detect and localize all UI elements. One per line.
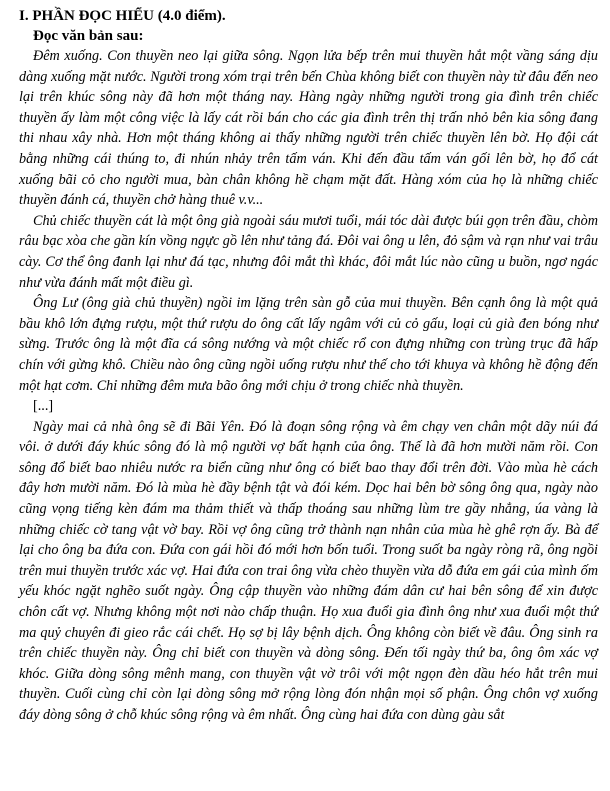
omission-marker: [...] — [33, 398, 54, 415]
section-heading: I. PHẦN ĐỌC HIỂU (4.0 điểm). — [19, 8, 226, 24]
passage-paragraph-4: Ngày mai cả nhà ông sẽ đi Bãi Yên. Đó là đoạn sông rộng và êm chạy ven chân một dãy núi đá vôi. ở dưới đáy khúc sông đó là mộ người vợ bất hạnh của ông. Thế là đã hơn mười năm rồi. Con sông đổ biết bao nhiêu nước ra biển cũng như ông có biết bao thay đổi trên đời. Vào mùa hè cách đây hơn mười năm. Đó là mùa hè đầy bệnh tật và đói kém. Dọc hai bên bờ sông ông qua, ngày nào cũng vọng tiếng kèn đám ma thảm thiết và thấp thoáng sau những lùm tre gầy nhẳng, úa vàng là những chiếc cờ tang vật vờ bay. Rồi vợ ông cũng trở thành nạn nhân của mùa hè ghê rợn ấy. Bà để lại cho ông ba đứa con. Đứa con gái hồi đó mới hơn bốn tuổi. Trong suốt ba ngày ròng rã, ông ngồi trên mui thuyền trước xác vợ. Hai đứa con trai ông vừa chèo thuyền vừa dỗ đứa em gái của mình ốm yếu khóc ngặt nghẽo suốt ngày. Ông cập thuyền vào những đám dân cư hai bên sông để xin được chôn cất vợ. Nhưng không một nơi nào chấp thuận. Họ xua đuổi gia đình ông như xua đuổi một thứ ma quỷ chuyên đi gieo rắc cái chết. Họ sợ bị lây bệnh dịch. Ông không còn biết về đâu. Ông sinh ra trên chiếc thuyền này. Ông chỉ biết con thuyền và dòng sông. Đến tối ngày thứ ba, ông ôm xác vợ khóc. Giữa dòng sông mênh mang, con thuyền vật vờ trôi với một ngọn đèn dầu héo hắt trên mui thuyền. Cuối cùng chỉ còn lại dòng sông mở rộng lòng đón nhận mọi số phận. Ông chôn vợ xuống đáy dòng sông ở chỗ khúc sông rộng và êm nhất. Ông cùng hai đứa con dùng gàu sắt — [19, 418, 598, 723]
passage-paragraph-2: Chủ chiếc thuyền cát là một ông già ngoài sáu mươi tuổi, mái tóc dài được búi gọn trên đầu, chòm râu bạc xòa che gần kín vồng ngực gồ lên như tảng đá. Đôi vai ông u lên, đỏ sậm và rạn như vai trâu cày. Cơ thể ông đanh lại như đá tạc, nhưng đôi mắt thì khác, đôi mắt lúc nào cũng u buồn, ngơ ngác như vừa đánh mất một điều gì. — [19, 212, 598, 291]
passage-paragraph-1: Đêm xuống. Con thuyền neo lại giữa sông. Ngọn lửa bếp trên mui thuyền hắt một vầng sáng dịu dàng xuống mặt nước. Người trong xóm trại trên bến Chùa không biết con thuyền này từ đâu đến neo lại trên khúc sông này đã hơn một tháng nay. Hàng ngày những người trong gia đình trên chiếc thuyền ấy làm một công việc là lấy cát rồi bán cho các gia đình trên thị trấn nhỏ bên kia sông đang thi nhau xây nhà. Hơn một tháng không ai thấy những người trên chiếc thuyền lên bờ. Họ đội cát bằng những cái thúng to, đi nhún nhảy trên tấm ván. Khi đến đầu tấm ván gối lên bờ, họ đổ cát xuống bãi cỏ cho người mua, bàn chân không hề chạm mặt đất. Hàng xóm của họ là những chiếc thuyền đánh cá, thuyền chở hàng thuê v.v... — [19, 48, 598, 209]
reading-instruction: Đọc văn bản sau: — [33, 28, 144, 44]
passage-paragraph-3: Ông Lư (ông già chủ thuyền) ngồi im lặng trên sàn gỗ của mui thuyền. Bên cạnh ông là một quả bầu khô lớn đựng rượu, một thứ rượu do ông cất lấy ngâm với củ cỏ gấu, loại củ già đen bóng như sừng. Trước ông là một đĩa cá sông nướng và một chiếc rổ con đựng những con trùng trục đã hấp chín với gừng khô. Chiều nào ông cũng ngồi uống rượu như thế cho tới khuya và không hề động đến một hạt cơm. Chỉ những đêm mưa bão ông mới chịu ở trong chiếc nhà thuyền. — [19, 295, 598, 394]
